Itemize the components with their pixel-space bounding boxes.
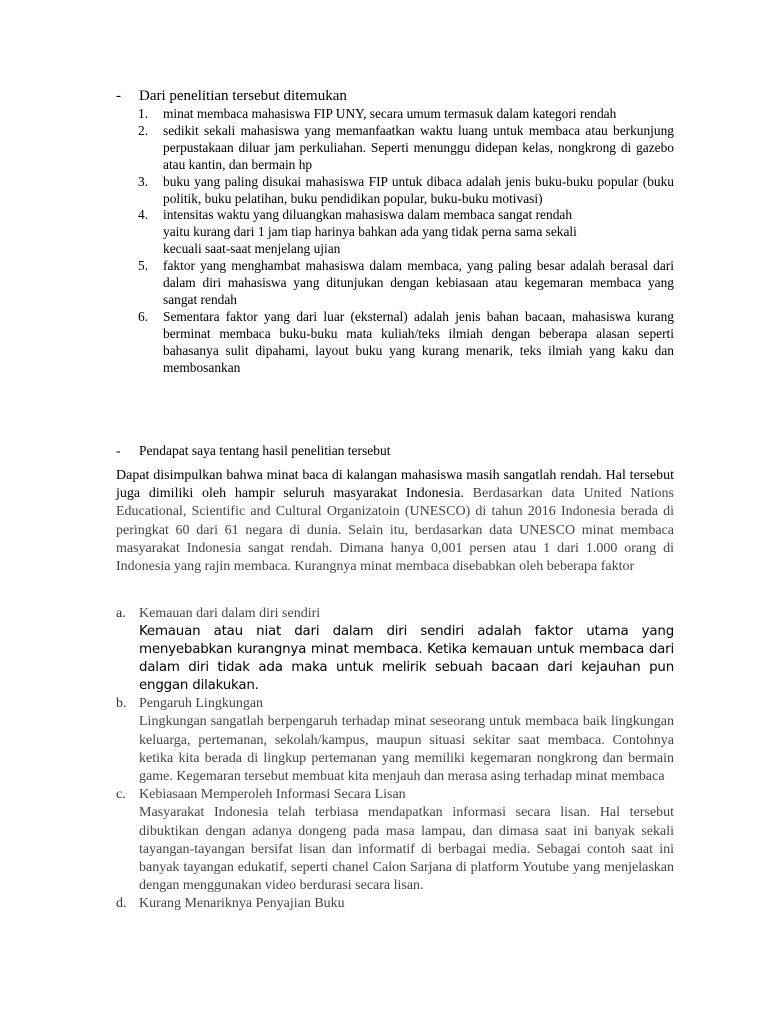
list-item-line: yaitu kurang dari 1 jam tiap harinya bahkan ada yang tidak perna sama sekali [163,224,577,240]
factor-heading: Kemauan dari dalam diri sendiri [139,606,321,621]
list-number: 6. [138,308,149,324]
list-item [138,258,674,309]
list-item [138,106,674,123]
list-item-text: sedikit sekali mahasiswa yang memanfaatkan waktu luang untuk membaca atau berkunjung perpustakaan diluar jam perkuliahan. Seperti menunggu didepan kelas, nongkrong di gazebo atau kantin, dan bermain hp [163,122,674,172]
findings-heading-text: Dari penelitian tersebut ditemukan [139,88,347,104]
list-item [116,695,674,786]
list-number: 3. [138,173,149,189]
findings-list [138,106,674,377]
list-item [116,605,674,695]
list-letter: b. [116,696,127,712]
factor-body: Kemauan atau niat dari dalam diri sendiri adalah faktor utama yang menyebabkan kurangnya minat membaca. Ketika kemauan untuk membaca dari dalam diri tidak ada maka untuk melirik sebuah bacaan dari kejauhan pun enggan dilakukan. [139,624,674,694]
conclusion-paragraph [116,467,674,576]
list-letter: a. [116,606,126,621]
opinion-heading-text: Pendapat saya tentang hasil penelitian tersebut [139,443,391,458]
factor-body: Lingkungan sangatlah berpengaruh terhadap minat seseorang untuk membaca baik lingkungan keluarga, pertemanan, sekolah/kampus, maupun situasi sekitar saat membaca. Contohnya ketika kita berada di lingkup pertemanan yang memiliki kegemaran nongkrong dan bermain game. Kegemaran tersebut membuat kita menjauh dan merasa asing terhadap minat membaca [139,714,674,785]
factor-body: Masyarakat Indonesia telah terbiasa mendapatkan informasi secara lisan. Hal tersebut dibuktikan dengan adanya dongeng pada masa lampau, dan dimasa saat ini banyak sekali tayangan-tayangan bersifat lisan dan informatif di berbagai media. Sebagai contoh saat ini banyak tayangan edukatif, seperti chanel Calon Sarjana di platform Youtube yang menjelaskan dengan menggunakan video berdurasi secara lisan. [139,805,674,894]
paragraph-text: Dapat disimpulkan bahwa minat baca di kalangan mahasiswa masih sangatlah rendah. Hal tersebut juga dimiliki oleh hampir seluruh masyarakat Indonesia. [116,468,674,502]
list-number: 5. [138,258,149,274]
list-item [138,123,674,174]
list-letter: c. [116,787,126,803]
list-item [116,895,674,913]
factors-list [116,605,674,914]
list-item-text: faktor yang menghambat mahasiswa dalam membaca, yang paling besar adalah berasal dari dalam diri mahasiswa yang ditunjukan dengan kebiasaan atau kegemaran membaca yang sangat rendah [163,258,674,307]
list-number: 1. [138,106,149,121]
list-item-line: intensitas waktu yang diluangkan mahasiswa dalam membaca sangat rendah [163,207,573,223]
list-item-text: Sementara faktor yang dari luar (eksternal) adalah jenis bahan bacaan, mahasiswa kurang berminat membaca buku-buku mata kuliah/teks ilmiah dengan beberapa alasan seperti bahasanya sulit dipahami, layout buku yang kurang menarik, teks ilmiah yang kaku dan membosankan [163,308,674,375]
factor-heading: Kebiasaan Memperoleh Informasi Secara Lisan [139,787,406,803]
factor-heading: Kurang Menariknya Penyajian Buku [139,896,345,912]
dash-bullet: - [116,88,121,104]
list-number: 2. [138,122,149,138]
list-letter: d. [116,896,127,912]
dash-bullet: - [116,443,121,458]
list-item-line: kecuali saat-saat menjelang ujian [163,241,341,257]
list-item [138,309,674,377]
list-item [138,207,674,258]
paragraph-text: Berdasarkan data United Nations Educational, Scientific and Cultural Organizatoin (UNESCO) di tahun 2016 Indonesia berada di peringkat 60 dari 61 negara di dunia. Selain itu, berdasarkan data UNESCO minat membaca masyarakat Indonesia sangat rendah. Dimana hanya 0,001 persen atau 1 dari 1.000 orang di Indonesia yang rajin membaca. Kurangnya minat membaca disebabkan oleh beberapa faktor [116,486,674,575]
list-item [116,786,674,895]
list-item [138,174,674,208]
list-item-text: minat membaca mahasiswa FIP UNY, secara umum termasuk dalam kategori rendah [163,106,617,121]
factor-heading: Pengaruh Lingkungan [139,696,264,712]
list-number: 4. [138,207,149,223]
list-item-text: buku yang paling disukai mahasiswa FIP untuk dibaca adalah jenis buku-buku popular (buku politik, buku pelatihan, buku pendidikan popular, buku-buku motivasi) [163,173,674,206]
